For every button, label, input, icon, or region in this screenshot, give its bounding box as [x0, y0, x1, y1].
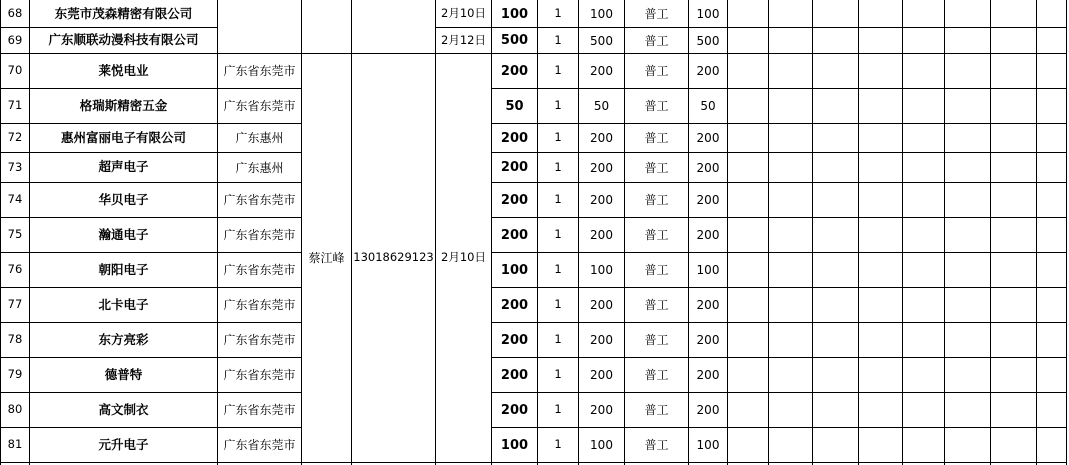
empty-cell[interactable] — [903, 218, 944, 252]
multiplier-cell[interactable]: 1 — [554, 32, 562, 47]
empty-cell[interactable] — [859, 393, 902, 427]
total-cell[interactable]: 200 — [590, 64, 613, 78]
region-cell[interactable]: 广东省东莞市 — [223, 298, 296, 312]
empty-cell[interactable] — [1037, 28, 1066, 53]
empty-cell[interactable] — [769, 1, 812, 27]
company-name-cell[interactable]: 超声电子 — [98, 159, 149, 175]
empty-cell[interactable] — [1037, 218, 1066, 252]
empty-cell[interactable] — [1037, 54, 1066, 88]
pay-cell[interactable]: 200 — [696, 298, 720, 312]
empty-cell[interactable] — [859, 28, 902, 53]
empty-cell[interactable] — [813, 218, 858, 252]
empty-merged-cell[interactable] — [352, 0, 435, 53]
empty-cell[interactable] — [728, 124, 768, 152]
empty-cell[interactable] — [728, 54, 768, 88]
total-cell[interactable]: 200 — [590, 368, 613, 382]
company-name-cell[interactable]: 东莞市茂森精密有限公司 — [54, 5, 193, 21]
total-cell[interactable]: 100 — [590, 263, 613, 277]
empty-merged-cell[interactable] — [302, 0, 351, 53]
empty-cell[interactable] — [991, 393, 1036, 427]
empty-cell[interactable] — [991, 124, 1036, 152]
row-number-cell[interactable]: 71 — [7, 98, 23, 113]
empty-cell[interactable] — [769, 54, 812, 88]
empty-cell[interactable] — [945, 28, 990, 53]
region-cell[interactable]: 广东省东莞市 — [223, 368, 296, 382]
empty-cell[interactable] — [903, 54, 944, 88]
empty-cell[interactable] — [813, 89, 858, 123]
quantity-cell[interactable]: 200 — [500, 192, 529, 208]
empty-cell[interactable] — [769, 28, 812, 53]
company-name-cell[interactable]: 东方亮彩 — [98, 331, 149, 347]
empty-cell[interactable] — [769, 428, 812, 462]
empty-cell[interactable] — [728, 218, 768, 252]
job-type-cell[interactable]: 普工 — [644, 160, 669, 175]
pay-cell[interactable]: 200 — [696, 64, 720, 78]
empty-cell[interactable] — [991, 153, 1036, 182]
empty-cell[interactable] — [903, 323, 944, 357]
empty-cell[interactable] — [991, 183, 1036, 217]
company-name-cell[interactable]: 瀚通电子 — [98, 226, 149, 242]
empty-cell[interactable] — [769, 218, 812, 252]
multiplier-cell[interactable]: 1 — [554, 227, 562, 242]
row-number-cell[interactable]: 69 — [7, 32, 23, 47]
row-number-cell[interactable]: 70 — [7, 63, 23, 78]
empty-cell[interactable] — [813, 28, 858, 53]
empty-cell[interactable] — [991, 253, 1036, 287]
total-cell[interactable]: 50 — [593, 99, 610, 113]
empty-cell[interactable] — [728, 183, 768, 217]
empty-cell[interactable] — [813, 253, 858, 287]
empty-cell[interactable] — [991, 54, 1036, 88]
empty-cell[interactable] — [859, 288, 902, 322]
multiplier-cell[interactable]: 1 — [554, 367, 562, 382]
total-cell[interactable]: 500 — [590, 33, 613, 48]
empty-cell[interactable] — [859, 1, 902, 27]
empty-cell[interactable] — [813, 1, 858, 27]
quantity-cell[interactable]: 100 — [500, 437, 529, 453]
total-cell[interactable]: 200 — [590, 131, 613, 145]
empty-cell[interactable] — [859, 124, 902, 152]
job-type-cell[interactable]: 普工 — [644, 263, 669, 277]
row-number-cell[interactable]: 80 — [7, 402, 23, 417]
region-cell[interactable]: 广东省东莞市 — [223, 99, 296, 113]
row-number-cell[interactable]: 76 — [7, 262, 23, 277]
empty-cell[interactable] — [991, 218, 1036, 252]
region-cell[interactable]: 广东惠州 — [235, 160, 284, 175]
multiplier-cell[interactable]: 1 — [554, 262, 562, 277]
empty-cell[interactable] — [728, 1, 768, 27]
empty-cell[interactable] — [728, 89, 768, 123]
empty-cell[interactable] — [769, 89, 812, 123]
region-cell[interactable]: 广东省东莞市 — [223, 263, 296, 277]
multiplier-cell[interactable]: 1 — [554, 159, 562, 174]
empty-cell[interactable] — [991, 28, 1036, 53]
row-number-cell[interactable]: 68 — [7, 6, 23, 21]
empty-cell[interactable] — [769, 183, 812, 217]
company-name-cell[interactable]: 格瑞斯精密五金 — [79, 97, 168, 113]
row-number-cell[interactable]: 77 — [7, 297, 23, 312]
empty-cell[interactable] — [1037, 124, 1066, 152]
row-number-cell[interactable]: 75 — [7, 227, 23, 242]
date-cell[interactable]: 2月10日 — [441, 6, 486, 21]
multiplier-cell[interactable]: 1 — [554, 332, 562, 347]
empty-cell[interactable] — [859, 218, 902, 252]
empty-cell[interactable] — [903, 124, 944, 152]
empty-cell[interactable] — [769, 124, 812, 152]
empty-cell[interactable] — [859, 358, 902, 392]
total-cell[interactable]: 100 — [590, 7, 613, 21]
company-name-cell[interactable]: 北卡电子 — [98, 296, 149, 312]
row-number-cell[interactable]: 74 — [7, 192, 23, 207]
empty-cell[interactable] — [813, 124, 858, 152]
row-number-cell[interactable]: 79 — [7, 367, 23, 382]
job-type-cell[interactable]: 普工 — [644, 298, 669, 312]
quantity-cell[interactable]: 200 — [500, 367, 529, 383]
quantity-cell[interactable]: 200 — [500, 160, 529, 175]
empty-cell[interactable] — [1037, 183, 1066, 217]
empty-cell[interactable] — [903, 1, 944, 27]
empty-cell[interactable] — [813, 393, 858, 427]
company-name-cell[interactable]: 华贝电子 — [98, 191, 149, 207]
multiplier-cell[interactable]: 1 — [554, 130, 562, 145]
row-number-cell[interactable]: 73 — [7, 159, 23, 174]
empty-cell[interactable] — [859, 54, 902, 88]
empty-cell[interactable] — [769, 323, 812, 357]
empty-cell[interactable] — [813, 183, 858, 217]
job-type-cell[interactable]: 普工 — [644, 33, 669, 48]
company-name-cell[interactable]: 莱悦电业 — [98, 62, 149, 78]
merged-date-cell[interactable]: 2月10日 — [441, 250, 486, 265]
empty-cell[interactable] — [859, 89, 902, 123]
empty-cell[interactable] — [991, 323, 1036, 357]
empty-cell[interactable] — [813, 54, 858, 88]
empty-cell[interactable] — [728, 253, 768, 287]
empty-cell[interactable] — [903, 183, 944, 217]
quantity-cell[interactable]: 100 — [500, 262, 529, 278]
contact-name-cell[interactable]: 蔡江峰 — [308, 251, 345, 265]
multiplier-cell[interactable]: 1 — [554, 402, 562, 417]
phone-number-cell[interactable]: 13018629123 — [353, 250, 434, 265]
empty-cell[interactable] — [991, 358, 1036, 392]
empty-cell[interactable] — [903, 358, 944, 392]
multiplier-cell[interactable]: 1 — [554, 192, 562, 207]
job-type-cell[interactable]: 普工 — [644, 64, 669, 78]
quantity-cell[interactable]: 200 — [500, 297, 529, 313]
region-cell[interactable]: 广东省东莞市 — [223, 438, 296, 452]
empty-cell[interactable] — [945, 288, 990, 322]
empty-cell[interactable] — [991, 1, 1036, 27]
empty-cell[interactable] — [1037, 393, 1066, 427]
total-cell[interactable]: 200 — [590, 333, 613, 347]
quantity-cell[interactable]: 200 — [500, 63, 529, 79]
empty-cell[interactable] — [903, 89, 944, 123]
empty-cell[interactable] — [728, 323, 768, 357]
empty-cell[interactable] — [769, 288, 812, 322]
empty-cell[interactable] — [945, 218, 990, 252]
empty-cell[interactable] — [728, 28, 768, 53]
empty-cell[interactable] — [813, 428, 858, 462]
empty-cell[interactable] — [945, 358, 990, 392]
empty-cell[interactable] — [728, 288, 768, 322]
empty-cell[interactable] — [1037, 428, 1066, 462]
pay-cell[interactable]: 100 — [696, 263, 720, 277]
pay-cell[interactable]: 200 — [696, 228, 720, 242]
empty-cell[interactable] — [991, 428, 1036, 462]
empty-cell[interactable] — [945, 1, 990, 27]
empty-cell[interactable] — [903, 428, 944, 462]
empty-cell[interactable] — [945, 89, 990, 123]
job-type-cell[interactable]: 普工 — [644, 333, 669, 347]
empty-cell[interactable] — [991, 89, 1036, 123]
empty-cell[interactable] — [903, 393, 944, 427]
quantity-cell[interactable]: 100 — [500, 6, 529, 22]
pay-cell[interactable]: 200 — [696, 368, 720, 382]
pay-cell[interactable]: 200 — [696, 160, 720, 175]
empty-cell[interactable] — [728, 393, 768, 427]
empty-cell[interactable] — [859, 323, 902, 357]
quantity-cell[interactable]: 500 — [500, 33, 529, 48]
empty-cell[interactable] — [769, 253, 812, 287]
region-cell[interactable]: 广东省东莞市 — [223, 228, 296, 242]
empty-cell[interactable] — [859, 428, 902, 462]
empty-cell[interactable] — [769, 358, 812, 392]
company-name-cell[interactable]: 高文制衣 — [98, 401, 149, 417]
job-type-cell[interactable]: 普工 — [644, 99, 669, 113]
empty-cell[interactable] — [945, 428, 990, 462]
empty-cell[interactable] — [1037, 153, 1066, 182]
empty-cell[interactable] — [903, 153, 944, 182]
grid-hline — [0, 462, 1067, 463]
company-name-cell[interactable]: 德普特 — [104, 366, 143, 382]
quantity-cell[interactable]: 200 — [500, 402, 529, 418]
pay-cell[interactable]: 50 — [700, 99, 716, 113]
pay-cell[interactable]: 500 — [696, 33, 720, 48]
empty-cell[interactable] — [769, 153, 812, 182]
empty-cell[interactable] — [903, 253, 944, 287]
region-cell[interactable]: 广东惠州 — [235, 131, 284, 145]
empty-cell[interactable] — [945, 393, 990, 427]
region-cell[interactable]: 广东省东莞市 — [223, 403, 296, 417]
empty-cell[interactable] — [813, 288, 858, 322]
empty-cell[interactable] — [859, 153, 902, 182]
company-name-cell[interactable]: 朝阳电子 — [98, 261, 149, 277]
empty-cell[interactable] — [945, 183, 990, 217]
empty-cell[interactable] — [813, 323, 858, 357]
quantity-cell[interactable]: 50 — [505, 98, 524, 114]
company-name-cell[interactable]: 元升电子 — [98, 436, 149, 452]
total-cell[interactable]: 200 — [590, 298, 613, 312]
empty-cell[interactable] — [1037, 253, 1066, 287]
empty-cell[interactable] — [1037, 358, 1066, 392]
job-type-cell[interactable]: 普工 — [644, 193, 669, 207]
empty-cell[interactable] — [1037, 89, 1066, 123]
empty-cell[interactable] — [728, 153, 768, 182]
empty-cell[interactable] — [903, 28, 944, 53]
empty-cell[interactable] — [813, 358, 858, 392]
quantity-cell[interactable]: 200 — [500, 130, 529, 146]
pay-cell[interactable]: 100 — [696, 7, 720, 21]
empty-cell[interactable] — [945, 253, 990, 287]
pay-cell[interactable]: 100 — [696, 438, 720, 452]
pay-cell[interactable]: 200 — [696, 403, 720, 417]
row-number-cell[interactable]: 81 — [7, 437, 23, 452]
multiplier-cell[interactable]: 1 — [554, 98, 562, 113]
total-cell[interactable]: 200 — [590, 228, 613, 242]
empty-cell[interactable] — [859, 183, 902, 217]
region-cell[interactable]: 广东省东莞市 — [223, 64, 296, 78]
empty-cell[interactable] — [903, 288, 944, 322]
total-cell[interactable]: 200 — [590, 193, 613, 207]
empty-cell[interactable] — [1037, 323, 1066, 357]
job-type-cell[interactable]: 普工 — [644, 438, 669, 452]
company-name-cell[interactable]: 广东顺联动漫科技有限公司 — [48, 32, 199, 48]
row-number-cell[interactable]: 72 — [7, 130, 23, 145]
row-number-cell[interactable]: 78 — [7, 332, 23, 347]
job-type-cell[interactable]: 普工 — [644, 403, 669, 417]
empty-cell[interactable] — [945, 153, 990, 182]
empty-cell[interactable] — [1037, 1, 1066, 27]
empty-cell[interactable] — [728, 358, 768, 392]
empty-cell[interactable] — [991, 288, 1036, 322]
date-cell[interactable]: 2月12日 — [441, 32, 486, 47]
empty-merged-cell[interactable] — [218, 0, 301, 53]
multiplier-cell[interactable]: 1 — [554, 297, 562, 312]
pay-cell[interactable]: 200 — [696, 193, 720, 207]
empty-cell[interactable] — [859, 253, 902, 287]
job-type-cell[interactable]: 普工 — [644, 7, 669, 21]
empty-cell[interactable] — [945, 124, 990, 152]
total-cell[interactable]: 100 — [590, 438, 613, 452]
multiplier-cell[interactable]: 1 — [554, 6, 562, 21]
total-cell[interactable]: 200 — [590, 403, 613, 417]
empty-cell[interactable] — [728, 428, 768, 462]
empty-cell[interactable] — [1037, 288, 1066, 322]
grid-vline — [1066, 0, 1067, 465]
pay-cell[interactable]: 200 — [696, 131, 720, 145]
pay-cell[interactable]: 200 — [696, 333, 720, 347]
total-cell[interactable]: 200 — [590, 160, 613, 175]
empty-cell[interactable] — [813, 153, 858, 182]
quantity-cell[interactable]: 200 — [500, 227, 529, 243]
company-name-cell[interactable]: 惠州富丽电子有限公司 — [60, 129, 186, 145]
job-type-cell[interactable]: 普工 — [644, 368, 669, 382]
empty-cell[interactable] — [945, 54, 990, 88]
multiplier-cell[interactable]: 1 — [554, 437, 562, 452]
quantity-cell[interactable]: 200 — [500, 332, 529, 348]
empty-cell[interactable] — [769, 393, 812, 427]
job-type-cell[interactable]: 普工 — [644, 228, 669, 242]
multiplier-cell[interactable]: 1 — [554, 63, 562, 78]
region-cell[interactable]: 广东省东莞市 — [223, 193, 296, 207]
empty-cell[interactable] — [945, 323, 990, 357]
region-cell[interactable]: 广东省东莞市 — [223, 333, 296, 347]
job-type-cell[interactable]: 普工 — [644, 131, 669, 145]
